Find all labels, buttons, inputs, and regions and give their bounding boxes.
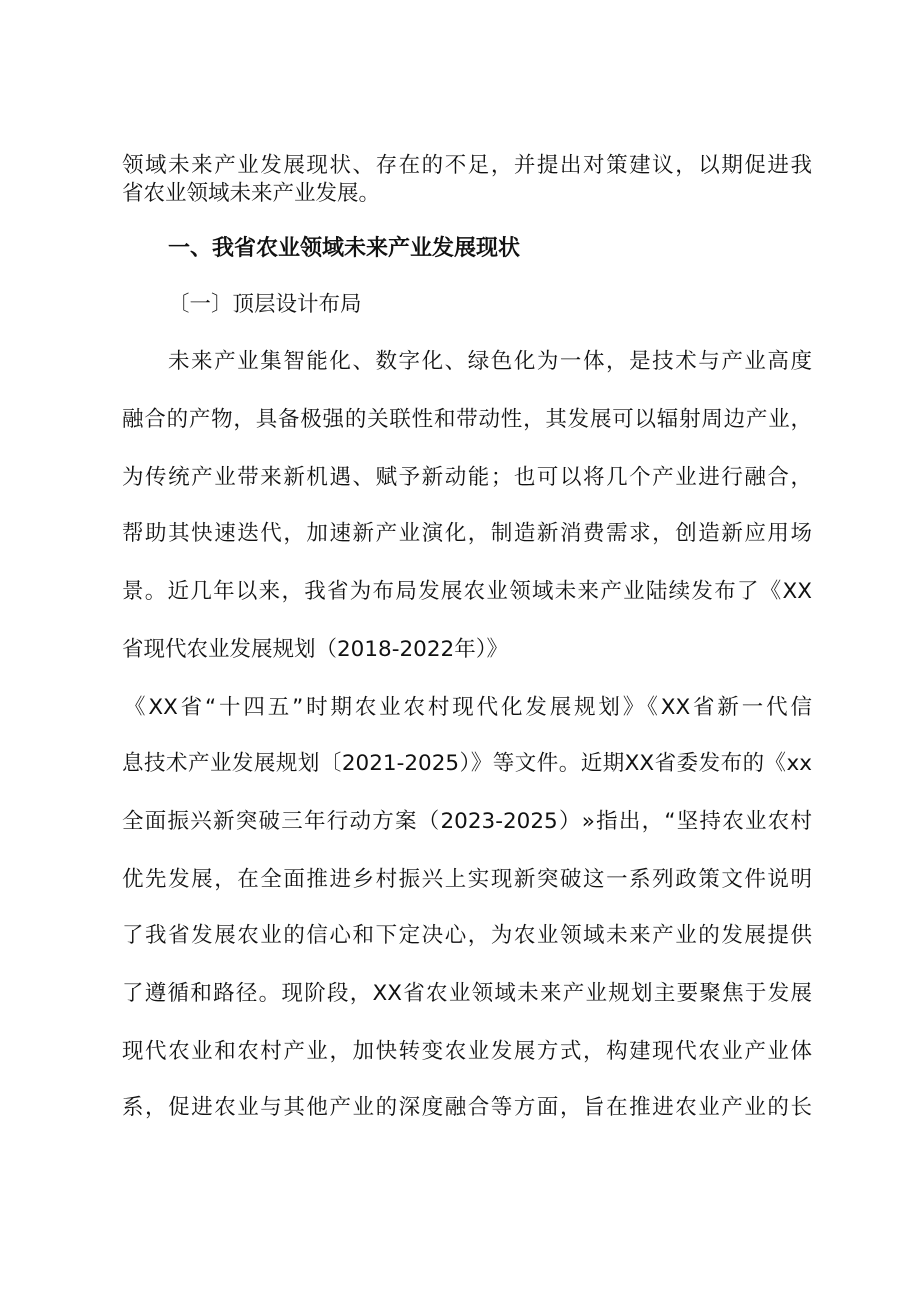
text-line: 融合的产物，具备极强的关联性和带动性，其发展可以辐射周边产业， [122, 407, 812, 432]
text-line: 优先发展，在全面推进乡村振兴上实现新突破这一系列政策文件说明 [122, 867, 812, 892]
text-line: 现代农业和农村产业，加快转变农业发展方式，构建现代农业产业体 [122, 1039, 812, 1064]
text-line: 省农业领域未来产业发展。 [122, 181, 381, 206]
text-line: 了我省发展农业的信心和下定决心，为农业领域未来产业的发展提供 [122, 923, 812, 948]
subsection-heading: 〔一〕顶层设计布局 [168, 292, 362, 317]
text-line: 未来产业集智能化、数字化、绿色化为一体，是技术与产业高度 [168, 349, 812, 374]
text-line: 景。近几年以来，我省为布局发展农业领域未来产业陆续发布了《XX [122, 579, 812, 604]
text-line: 了遵循和路径。现阶段，XX省农业领域未来产业规划主要聚焦于发展 [122, 981, 812, 1006]
text-line: 息技术产业发展规划〔2021-2025）》等文件。近期XX省委发布的《xx [122, 751, 812, 776]
text-line: 帮助其快速迭代，加速新产业演化，制造新消费需求，创造新应用场 [122, 521, 812, 546]
text-line: 系，促进农业与其他产业的深度融合等方面，旨在推进农业产业的长 [122, 1095, 812, 1120]
text-line: 《XX省“十四五”时期农业农村现代化发展规划》《XX省新一代信 [124, 695, 812, 720]
text-line: 为传统产业带来新机遇、赋予新动能；也可以将几个产业进行融合， [122, 465, 812, 490]
text-line: 全面振兴新突破三年行动方案（2023-2025）»指出，“坚持农业农村 [122, 809, 812, 834]
section-heading: 一、我省农业领域未来产业发展现状 [168, 236, 521, 261]
text-line: 领域未来产业发展现状、存在的不足，并提出对策建议，以期促进我 [122, 153, 812, 178]
text-line: 省现代农业发展规划（2018-2022年）》 [122, 637, 508, 662]
